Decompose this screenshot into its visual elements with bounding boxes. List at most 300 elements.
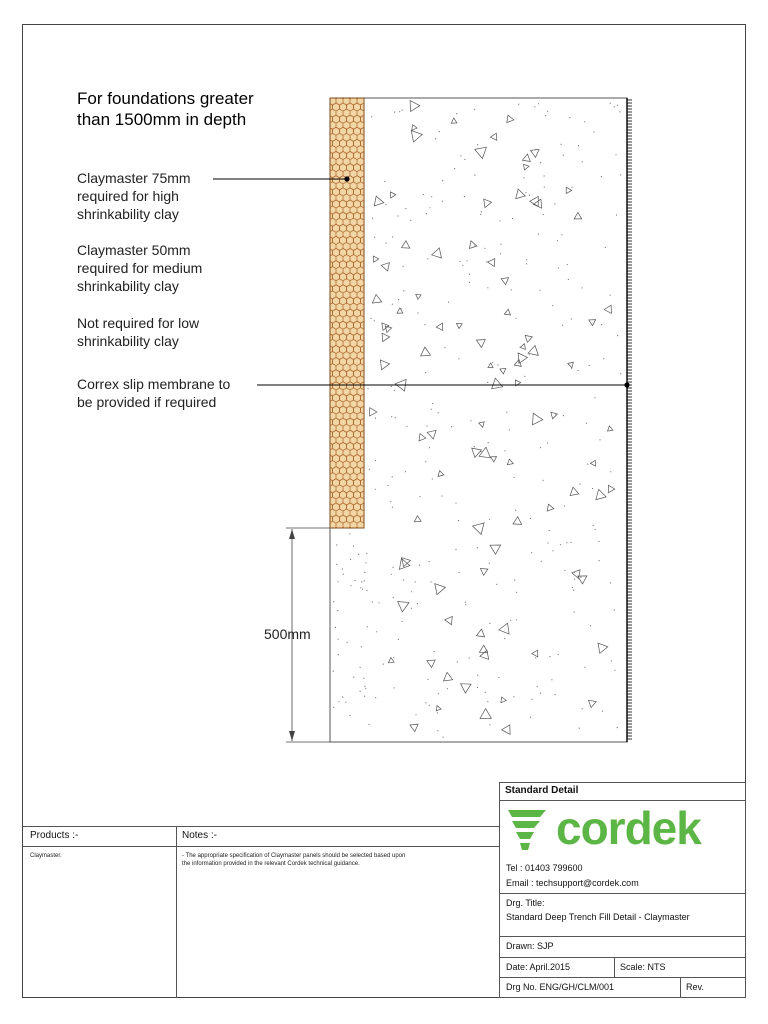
aggregate-dot xyxy=(392,236,393,237)
note-slip-membrane: Correx slip membrane to be provided if required xyxy=(77,376,231,410)
aggregate-dot xyxy=(516,592,517,593)
aggregate-dot xyxy=(394,112,395,113)
table-column-divider xyxy=(176,826,177,998)
aggregate-dot xyxy=(498,677,499,678)
aggregate-dot xyxy=(577,370,578,371)
aggregate-dot xyxy=(515,510,516,511)
dimension-arrow-top xyxy=(289,529,295,539)
aggregate-dot xyxy=(620,373,621,374)
aggregate-dot xyxy=(366,590,367,591)
aggregate-dot xyxy=(423,194,424,195)
aggregate-dot xyxy=(569,117,570,118)
aggregate-dot xyxy=(426,213,427,214)
aggregate-dot xyxy=(487,382,488,383)
aggregate-dot xyxy=(549,656,550,657)
aggregate-dot xyxy=(464,196,465,197)
aggregate-dot xyxy=(620,174,621,175)
aggregate-dot xyxy=(354,580,355,581)
aggregate-dot xyxy=(437,730,438,731)
aggregate-dot xyxy=(394,390,395,391)
aggregate-dot xyxy=(605,247,606,248)
aggregate-dot xyxy=(540,447,541,448)
aggregate-dot xyxy=(594,397,595,398)
aggregate-dot xyxy=(506,412,507,413)
aggregate-dot xyxy=(513,696,514,697)
aggregate-dot xyxy=(541,561,542,562)
aggregate-dot xyxy=(574,579,575,580)
aggregate-dot xyxy=(514,580,515,581)
aggregate-dot xyxy=(500,244,501,245)
aggregate-dot xyxy=(529,354,530,355)
aggregate-dot xyxy=(391,574,392,575)
aggregate-dot xyxy=(393,597,394,598)
aggregate-dot xyxy=(425,461,426,462)
aggregate-dot xyxy=(484,248,485,249)
aggregate-dot xyxy=(369,469,370,470)
standard-detail-label: Standard Detail xyxy=(505,785,579,796)
aggregate-dot xyxy=(441,495,442,496)
aggregate-dot xyxy=(361,646,362,647)
aggregate-dot xyxy=(571,368,572,369)
aggregate-dot xyxy=(362,589,363,590)
aggregate-dot xyxy=(402,621,403,622)
aggregate-dot xyxy=(360,667,361,668)
aggregate-dot xyxy=(587,464,588,465)
aggregate-dot xyxy=(371,116,372,117)
aggregate-dot xyxy=(480,214,481,215)
drawing-heading: For foundations greater than 1500mm in depth xyxy=(77,89,254,129)
dimension-label: 500mm xyxy=(264,626,311,642)
aggregate-dot xyxy=(617,335,618,336)
aggregate-dot xyxy=(474,244,475,245)
aggregate-dot xyxy=(578,145,579,146)
aggregate-dot xyxy=(398,639,399,640)
aggregate-dot xyxy=(485,652,486,653)
aggregate-dot xyxy=(614,609,615,610)
aggregate-dot xyxy=(368,724,369,725)
aggregate-dot xyxy=(391,386,392,387)
title-block-divider-5 xyxy=(499,977,746,978)
aggregate-dot xyxy=(547,111,548,112)
aggregate-dot xyxy=(617,727,618,728)
aggregate-dot xyxy=(462,265,463,266)
aggregate-dot xyxy=(337,581,338,582)
aggregate-dot xyxy=(335,627,336,628)
aggregate-dot xyxy=(538,103,539,104)
aggregate-dot xyxy=(361,581,362,582)
aggregate-dot xyxy=(372,218,373,219)
aggregate-dot xyxy=(562,325,563,326)
aggregate-dot xyxy=(474,446,475,447)
aggregate-dot xyxy=(336,544,337,545)
aggregate-dot xyxy=(442,180,443,181)
aggregate-dot xyxy=(535,149,536,150)
aggregate-dot xyxy=(392,476,393,477)
aggregate-dot xyxy=(573,590,574,591)
aggregate-dot xyxy=(586,423,587,424)
aggregate-dot xyxy=(465,604,466,605)
note-claymaster-50: Claymaster 50mm required for medium shrinkability clay xyxy=(77,242,203,294)
drawing-number: Drg No. ENG/GH/CLM/001 xyxy=(506,982,615,992)
aggregate-dot xyxy=(393,657,394,658)
aggregate-dot xyxy=(558,654,559,655)
aggregate-dot xyxy=(595,529,596,530)
aggregate-dot xyxy=(370,318,371,319)
aggregate-dot xyxy=(544,175,545,176)
aggregate-dot xyxy=(515,318,516,319)
aggregate-dot xyxy=(403,266,404,267)
aggregate-dot xyxy=(338,654,339,655)
aggregate-dot xyxy=(543,480,544,481)
aggregate-dot xyxy=(469,658,470,659)
aggregate-dot xyxy=(458,358,459,359)
aggregate-dot xyxy=(375,418,376,419)
aggregate-dot xyxy=(415,714,416,715)
aggregate-dot xyxy=(529,195,530,196)
aggregate-dot xyxy=(566,542,567,543)
aggregate-dot xyxy=(429,705,430,706)
aggregate-dot xyxy=(531,552,532,553)
aggregate-dot xyxy=(364,696,365,697)
aggregate-dot xyxy=(385,204,386,205)
aggregate-dot xyxy=(579,728,580,729)
aggregate-dot xyxy=(543,214,544,215)
aggregate-dot xyxy=(460,155,461,156)
aggregate-dot xyxy=(375,460,376,461)
aggregate-dot xyxy=(554,203,555,204)
aggregate-dot xyxy=(538,234,539,235)
concrete-trench-fill xyxy=(330,98,627,742)
aggregate-dot xyxy=(551,679,552,680)
aggregate-dot xyxy=(611,660,612,661)
aggregate-dot xyxy=(350,585,351,586)
aggregate-dot xyxy=(364,686,365,687)
aggregate-dot xyxy=(524,376,525,377)
aggregate-dot xyxy=(477,675,478,676)
contact-tel: Tel : 01403 799600 xyxy=(506,863,583,873)
aggregate-dot xyxy=(374,320,375,321)
drawing-title-label: Drg. Title: xyxy=(506,898,545,908)
aggregate-dot xyxy=(480,451,481,452)
aggregate-dot xyxy=(411,591,412,592)
aggregate-dot xyxy=(504,638,505,639)
aggregate-dot xyxy=(603,358,604,359)
aggregate-dot xyxy=(419,496,420,497)
aggregate-dot xyxy=(434,651,435,652)
products-value: Claymaster. xyxy=(30,853,62,859)
aggregate-dot xyxy=(516,619,517,620)
aggregate-dot xyxy=(367,388,368,389)
aggregate-dot xyxy=(540,693,541,694)
aggregate-dot xyxy=(392,304,393,305)
aggregate-dot xyxy=(432,403,433,404)
aggregate-dot xyxy=(560,544,561,545)
aggregate-dot xyxy=(378,602,379,603)
title-block-rev-divider xyxy=(680,977,681,998)
aggregate-dot xyxy=(549,530,550,531)
aggregate-dot xyxy=(477,687,478,688)
membrane-leader-dot xyxy=(624,382,629,387)
aggregate-dot xyxy=(401,308,402,309)
dimension-arrow-bottom xyxy=(289,731,295,741)
aggregate-dot xyxy=(514,477,515,478)
aggregate-dot xyxy=(367,626,368,627)
aggregate-dot xyxy=(375,697,376,698)
aggregate-dot xyxy=(439,131,440,132)
aggregate-dot xyxy=(345,702,346,703)
aggregate-dot xyxy=(561,234,562,235)
aggregate-dot xyxy=(568,279,569,280)
aggregate-dot xyxy=(406,426,407,427)
aggregate-dot xyxy=(366,553,367,554)
aggregate-dot xyxy=(337,610,338,611)
drawn-by: Drawn: SJP xyxy=(506,941,554,951)
aggregate-dot xyxy=(496,584,497,585)
aggregate-dot xyxy=(555,694,556,695)
aggregate-dot xyxy=(448,302,449,303)
title-block-divider-2 xyxy=(499,893,746,894)
aggregate-dot xyxy=(477,547,478,548)
aggregate-dot xyxy=(470,420,471,421)
aggregate-dot xyxy=(552,305,553,306)
aggregate-dot xyxy=(593,525,594,526)
aggregate-dot xyxy=(547,442,548,443)
aggregate-dot xyxy=(425,372,426,373)
title-block-date-divider xyxy=(614,957,615,977)
aggregate-dot xyxy=(338,639,339,640)
aggregate-dot xyxy=(601,176,602,177)
aggregate-dot xyxy=(429,207,430,208)
aggregate-dot xyxy=(530,518,531,519)
aggregate-dot xyxy=(398,299,399,300)
aggregate-dot xyxy=(435,138,436,139)
aggregate-dot xyxy=(343,574,344,575)
aggregate-dot xyxy=(616,214,617,215)
aggregate-dot xyxy=(534,106,535,107)
aggregate-dot xyxy=(405,471,406,472)
aggregate-dot xyxy=(442,201,443,202)
aggregate-dot xyxy=(419,565,420,566)
aggregate-dot xyxy=(487,701,488,702)
aggregate-dot xyxy=(504,450,505,451)
aggregate-dot xyxy=(443,737,444,738)
aggregate-dot xyxy=(486,261,487,262)
trench-face-ticks xyxy=(627,100,632,739)
aggregate-dot xyxy=(456,113,457,114)
aggregate-dot xyxy=(489,563,490,564)
aggregate-dot xyxy=(497,364,498,365)
aggregate-dot xyxy=(459,261,460,262)
aggregate-dot xyxy=(350,559,351,560)
aggregate-dot xyxy=(429,561,430,562)
aggregate-dot xyxy=(474,175,475,176)
aggregate-dot xyxy=(489,519,490,520)
title-block-divider-4 xyxy=(499,957,746,958)
aggregate-dot xyxy=(349,533,350,534)
aggregate-dot xyxy=(336,564,337,565)
aggregate-dot xyxy=(540,162,541,163)
drawing-date: Date: April.2015 xyxy=(506,962,571,972)
aggregate-dot xyxy=(383,664,384,665)
aggregate-dot xyxy=(614,106,615,107)
aggregate-dot xyxy=(444,347,445,348)
aggregate-dot xyxy=(523,177,524,178)
aggregate-dot xyxy=(342,568,343,569)
products-header: Products :- xyxy=(30,830,79,841)
aggregate-dot xyxy=(584,121,585,122)
aggregate-dot xyxy=(465,602,466,603)
aggregate-dot xyxy=(353,545,354,546)
aggregate-dot xyxy=(358,554,359,555)
aggregate-dot xyxy=(349,715,350,716)
aggregate-dot xyxy=(544,186,545,187)
aggregate-dot xyxy=(432,478,433,479)
aggregate-dot xyxy=(360,691,361,692)
aggregate-dot xyxy=(458,520,459,521)
aggregate-dot xyxy=(563,155,564,156)
title-block-divider-3 xyxy=(499,936,746,937)
aggregate-dot xyxy=(593,131,594,132)
aggregate-dot xyxy=(526,259,527,260)
aggregate-dot xyxy=(364,572,365,573)
aggregate-dot xyxy=(399,111,400,112)
aggregate-dot xyxy=(451,426,452,427)
aggregate-dot xyxy=(602,711,603,712)
aggregate-dot xyxy=(333,707,334,708)
aggregate-dot xyxy=(570,542,571,543)
aggregate-dot xyxy=(405,208,406,209)
aggregate-dot xyxy=(394,687,395,688)
note-claymaster-75: Claymaster 75mm required for high shrinkability clay xyxy=(77,170,191,222)
aggregate-dot xyxy=(567,264,568,265)
aggregate-dot xyxy=(574,612,575,613)
aggregate-dot xyxy=(610,103,611,104)
drawing-scale: Scale: NTS xyxy=(620,962,666,972)
aggregate-dot xyxy=(499,220,500,221)
aggregate-dot xyxy=(427,679,428,680)
aggregate-dot xyxy=(459,572,460,573)
aggregate-dot xyxy=(557,240,558,241)
aggregate-dot xyxy=(535,657,536,658)
aggregate-dot xyxy=(561,144,562,145)
aggregate-dot xyxy=(488,442,489,443)
aggregate-dot xyxy=(564,570,565,571)
aggregate-dot xyxy=(610,582,611,583)
aggregate-dot xyxy=(582,287,583,288)
aggregate-dot xyxy=(500,253,501,254)
aggregate-dot xyxy=(411,608,412,609)
aggregate-dot xyxy=(415,581,416,582)
aggregate-dot xyxy=(487,287,488,288)
aggregate-dot xyxy=(455,549,456,550)
aggregate-dot xyxy=(572,587,573,588)
aggregate-dot xyxy=(347,642,348,643)
notes-header: Notes :- xyxy=(182,830,218,841)
aggregate-dot xyxy=(599,439,600,440)
aggregate-dot xyxy=(384,181,385,182)
aggregate-dot xyxy=(469,282,470,283)
aggregate-dot xyxy=(532,699,533,700)
aggregate-dot xyxy=(530,717,531,718)
aggregate-dot xyxy=(469,274,470,275)
claymaster-leader-dot xyxy=(344,176,349,181)
aggregate-dot xyxy=(584,667,585,668)
aggregate-dot xyxy=(342,697,343,698)
aggregate-dot xyxy=(391,416,392,417)
aggregate-dot xyxy=(455,502,456,503)
aggregate-dot xyxy=(417,312,418,313)
contact-email: Email : techsupport@cordek.com xyxy=(506,878,639,888)
aggregate-dot xyxy=(338,701,339,702)
aggregate-dot xyxy=(353,677,354,678)
aggregate-dot xyxy=(619,111,620,112)
aggregate-dot xyxy=(466,260,467,261)
aggregate-dot xyxy=(427,258,428,259)
aggregate-dot xyxy=(365,562,366,563)
aggregate-dot xyxy=(364,580,365,581)
aggregate-dot xyxy=(426,425,427,426)
aggregate-dot xyxy=(579,484,580,485)
note-not-required: Not required for low shrinkability clay xyxy=(77,315,200,349)
aggregate-dot xyxy=(392,507,393,508)
aggregate-dot xyxy=(386,243,387,244)
aggregate-dot xyxy=(431,196,432,197)
aggregate-dot xyxy=(539,290,540,291)
aggregate-dot xyxy=(397,215,398,216)
aggregate-dot xyxy=(574,572,575,573)
aggregate-dot xyxy=(454,168,455,169)
aggregate-dot xyxy=(599,560,600,561)
aggregate-dot xyxy=(590,625,591,626)
aggregate-dot xyxy=(598,541,599,542)
aggregate-dot xyxy=(429,447,430,448)
aggregate-dot xyxy=(365,688,366,689)
aggregate-dot xyxy=(489,623,490,624)
aggregate-dot xyxy=(410,220,411,221)
aggregate-dot xyxy=(376,631,377,632)
aggregate-dot xyxy=(545,115,546,116)
drawing-title-value: Standard Deep Trench Fill Detail - Claymaster xyxy=(506,912,690,922)
aggregate-dot xyxy=(387,485,388,486)
aggregate-dot xyxy=(564,505,565,506)
aggregate-dot xyxy=(333,601,334,602)
aggregate-dot xyxy=(431,409,432,410)
aggregate-dot xyxy=(333,671,334,672)
notes-value: - The appropriate specification of Claymaster panels should be selected based upon the information provided in the relevant Cordek technical guidance. xyxy=(182,853,406,867)
aggregate-dot xyxy=(489,724,490,725)
aggregate-dot xyxy=(481,211,482,212)
aggregate-dot xyxy=(582,708,583,709)
table-top-border xyxy=(22,826,499,827)
aggregate-dot xyxy=(392,567,393,568)
aggregate-dot xyxy=(518,104,519,105)
aggregate-dot xyxy=(510,620,511,621)
aggregate-dot xyxy=(552,550,553,551)
aggregate-dot xyxy=(512,218,513,219)
aggregate-dot xyxy=(390,501,391,502)
revision-label: Rev. xyxy=(686,982,704,992)
aggregate-dot xyxy=(580,577,581,578)
aggregate-dot xyxy=(403,290,404,291)
aggregate-dot xyxy=(457,661,458,662)
aggregate-dot xyxy=(537,686,538,687)
aggregate-dot xyxy=(547,542,548,543)
aggregate-dot xyxy=(571,187,572,188)
aggregate-dot xyxy=(402,110,403,111)
aggregate-dot xyxy=(555,414,556,415)
aggregate-dot xyxy=(374,237,375,238)
aggregate-dot xyxy=(525,192,526,193)
